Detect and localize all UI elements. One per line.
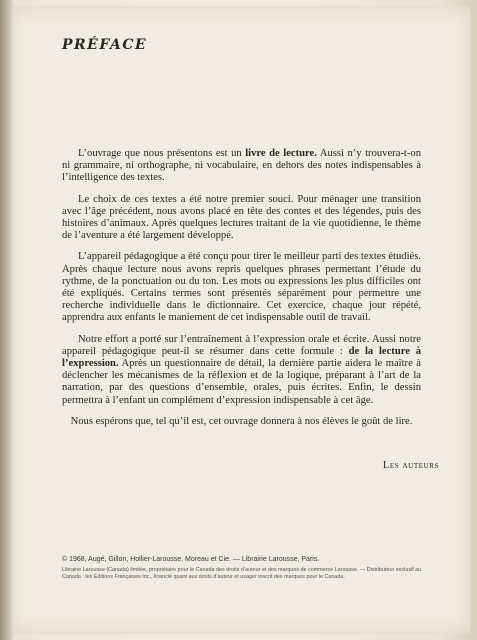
paragraph-text: Le choix de ces textes a été notre premier souci. Pour ménager une transition avec l’âge précédent, nous avons placé en tête des contes et des légendes, puis des histoires d’animaux. Après quelques lectures traitant de la vie quotidienne, le thème de l’aventure a été largement développé. bbox=[62, 193, 421, 242]
copyright-line: © 1968, Augé, Gillon, Hollier-Larousse, Moreau et Cie. — Librairie Larousse, Paris. bbox=[62, 556, 320, 563]
page-fold-shadow bbox=[0, 0, 14, 640]
paragraph-text: L’appareil pédagogique a été conçu pour tirer le meilleur parti des textes étudiés. Après chaque lecture nous avons repris quelques phrases permettant l’étude du rythme, de la ponctuation ou du ton. Les mots ou expressions les plus difficiles ont été expliqués. Certains termes sont présentés séparément pour permettre une recherche individuelle dans le dictionnaire. Cet exercice, chaque jour répété, apprendra aux enfants le maniement de cet indispensable outil de travail. bbox=[62, 251, 421, 324]
paragraph bbox=[62, 334, 421, 407]
paragraph bbox=[62, 194, 421, 243]
paragraph bbox=[62, 251, 421, 324]
page-title: PRÉFACE bbox=[62, 37, 148, 53]
paragraph-text: Nous espérons que, tel qu’il est, cet ouvrage donnera à nos élèves le goût de lire. bbox=[70, 415, 413, 427]
paragraph bbox=[62, 416, 421, 428]
paragraph-text: L’ouvrage que nous présentons est un bbox=[78, 148, 246, 159]
paragraph-text: Après un questionnaire de détail, la dernière partie aidera le maître à déclencher les mécanismes de la réflexion et de la logique, préparant à l’art de la narration, par des questions d’ensemble, orales, puis écrites. Enfin, le dessin permettra à l’enfant un complément d’expression indispensable à cet âge. bbox=[62, 358, 421, 406]
paragraph bbox=[62, 148, 421, 185]
emphasis-text: de la lecture à l’expression. bbox=[62, 345, 421, 370]
paragraph-text: Notre effort a porté sur l’entraînement à l’expression orale et écrite. Aussi notre appareil pédagogique peut-il se résumer dans cette formule : bbox=[62, 333, 421, 357]
paragraph-text: Aussi n’y trouvera-t-on ni grammaire, ni orthographe, ni vocabulaire, en dehors des notes indispensables à l’intelligence des textes. bbox=[62, 148, 421, 184]
preface-body bbox=[62, 148, 421, 437]
emphasis-text: livre de lecture. bbox=[245, 148, 317, 159]
copyright-block bbox=[62, 556, 422, 580]
legal-notice: Librairie Larousse (Canada) limitée, propriétaire pour le Canada des droits d’auteur et des marques de commerce Larousse. — Distributeur exclusif au Canada : les Éditions Françaises Inc., licencié quant aux droits d’auteur et usager inscrit des marques pour le Canada. bbox=[62, 567, 422, 580]
signature: Les auteurs bbox=[382, 460, 439, 471]
